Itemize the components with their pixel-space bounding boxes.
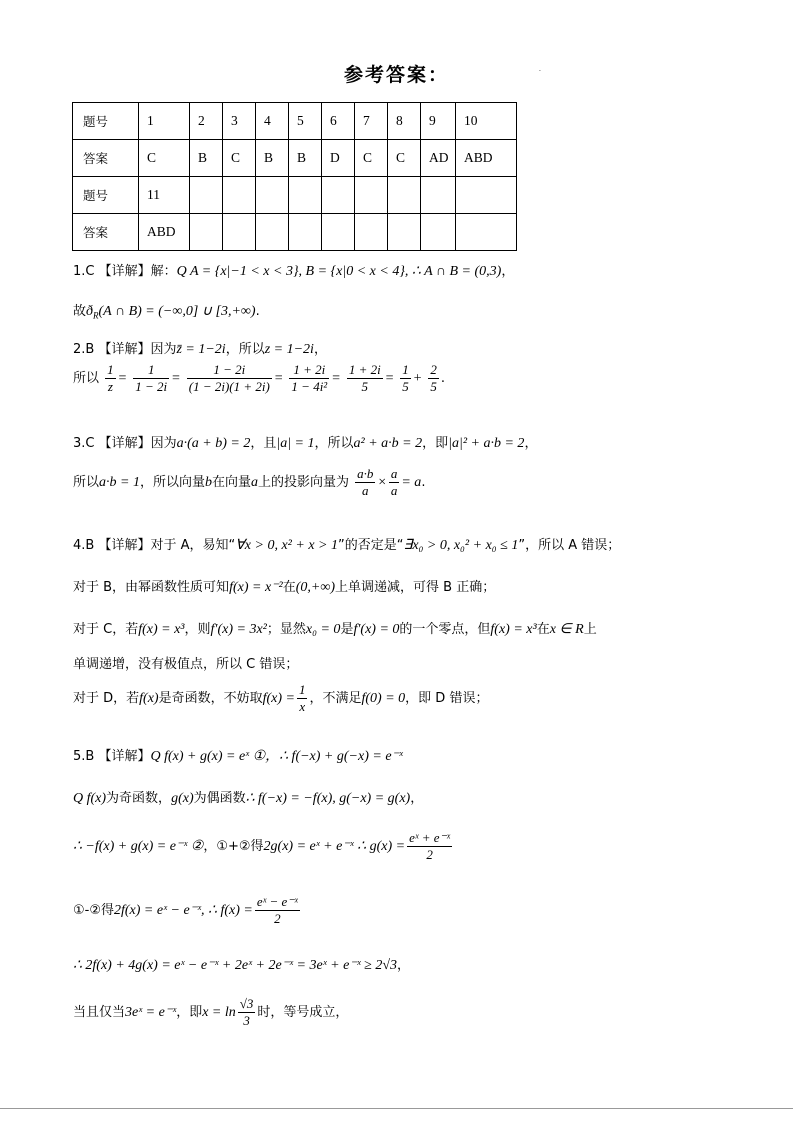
table-cell: AD — [421, 140, 456, 177]
math: f(x) = — [262, 691, 295, 706]
table-cell: 1 — [139, 103, 190, 140]
denominator: 1 − 4i² — [291, 379, 328, 394]
text: 为偶函数 — [193, 791, 246, 806]
denominator: (1 − 2i)(1 + 2i) — [188, 379, 270, 394]
text: . — [255, 304, 260, 319]
math: |a|² + a·b = 2 — [448, 436, 525, 451]
page-bottom-divider — [0, 1108, 793, 1109]
numerator: 1 — [133, 362, 169, 379]
math: ∴ 2f(x) + 4g(x) = eˣ − e⁻ˣ + 2eˣ + 2e⁻ˣ = 3eˣ + e⁻ˣ ≥ 2√3 — [73, 958, 398, 973]
math: |a| = 1 — [276, 436, 315, 451]
solution-3-line-1 — [73, 432, 537, 452]
fraction — [187, 362, 272, 395]
table-cell: 11 — [139, 177, 190, 214]
math: = a — [401, 475, 422, 490]
text: 故 — [73, 304, 87, 319]
fraction — [355, 466, 375, 499]
table-row — [73, 103, 517, 140]
table-cell: ABD — [139, 214, 190, 251]
table-cell — [355, 214, 388, 251]
numerator: 1 − 2i — [187, 362, 272, 379]
math: Q f(x) — [73, 791, 107, 806]
table-cell: C — [388, 140, 421, 177]
text: 在 — [282, 580, 296, 595]
numerator: 1 + 2i — [289, 362, 329, 379]
math: g(x) — [171, 791, 194, 806]
text: ”，所以 A 错误； — [518, 538, 621, 553]
math: ∀x > 0, x² + x > 1 — [235, 538, 338, 553]
fraction — [347, 362, 383, 395]
text: 单调递增，没有极值点，所以 C 错误； — [73, 657, 299, 672]
table-cell — [388, 214, 421, 251]
solution-5-line-5 — [73, 954, 410, 974]
table-cell: B — [256, 140, 289, 177]
table-cell — [456, 177, 517, 214]
text: 2.B 【详解】因为 — [73, 342, 177, 357]
text: ，不满足 — [309, 691, 362, 706]
numerator: 2 — [430, 362, 437, 377]
table-cell — [223, 177, 256, 214]
row-label: 题号 — [73, 103, 139, 140]
solution-5-line-6 — [73, 996, 348, 1029]
text: ， — [524, 436, 538, 451]
math: z = 1−2i — [264, 342, 314, 357]
math: = — [331, 371, 341, 386]
table-cell — [322, 177, 355, 214]
math: f(x) = x³ — [138, 622, 185, 637]
math: z̄ = 1−2i — [176, 342, 226, 357]
text: ，①+②得 — [203, 839, 264, 854]
table-cell: D — [322, 140, 355, 177]
math: a — [251, 475, 258, 490]
text: . — [440, 371, 446, 386]
solution-1-line-1 — [73, 260, 514, 280]
math: 3eˣ = e⁻ˣ — [125, 1005, 177, 1020]
table-cell: B — [289, 140, 322, 177]
text: 5.B 【详解】 — [73, 749, 151, 764]
table-cell: B — [190, 140, 223, 177]
math: x₀ = 0 — [305, 622, 341, 637]
denominator: x — [299, 699, 306, 714]
text: 对于 D，若 — [73, 691, 140, 706]
math: f′(x) = 3x² — [210, 622, 267, 637]
text: ， — [397, 958, 411, 973]
text: 是 — [340, 622, 354, 637]
solution-4-line-2 — [73, 576, 495, 596]
row-label: 答案 — [73, 140, 139, 177]
solution-4-line-5 — [73, 682, 488, 715]
text: ， — [410, 791, 424, 806]
table-row — [73, 140, 517, 177]
solution-4-line-3 — [73, 618, 597, 638]
table-cell — [322, 214, 355, 251]
table-cell — [421, 214, 456, 251]
fraction — [238, 996, 256, 1029]
text: 3.C 【详解】因为 — [73, 436, 177, 451]
text: ，则 — [184, 622, 211, 637]
text: ”的否定是“ — [337, 538, 404, 553]
text: ，且 — [250, 436, 277, 451]
math: f′(x) = 0 — [353, 622, 400, 637]
solution-2-line-2 — [73, 362, 445, 395]
solution-4-line-1 — [73, 534, 620, 554]
table-cell: 8 — [388, 103, 421, 140]
solution-4-line-4 — [73, 653, 298, 672]
text: ，所以向量 — [139, 475, 205, 490]
fraction — [289, 362, 329, 395]
numerator: 1 + 2i — [348, 362, 381, 377]
denominator: 5 — [430, 379, 437, 394]
text: 上单调递减，可得 B 正确； — [335, 580, 496, 595]
table-cell: 4 — [256, 103, 289, 140]
numerator: 1 — [402, 362, 409, 377]
math: = — [171, 371, 181, 386]
math: a² + a·b = 2 — [353, 436, 423, 451]
solution-3-line-2 — [73, 466, 425, 499]
text: 对于 B，由幂函数性质可知 — [73, 580, 230, 595]
table-row — [73, 214, 517, 251]
table-cell: C — [223, 140, 256, 177]
table-cell — [289, 177, 322, 214]
table-cell — [421, 177, 456, 214]
solution-2-line-1 — [73, 338, 327, 358]
text: ，所以 — [225, 342, 265, 357]
fraction — [400, 362, 411, 395]
denominator: 5 — [402, 379, 409, 394]
table-cell — [355, 177, 388, 214]
table-cell: 3 — [223, 103, 256, 140]
math: 2g(x) = eˣ + e⁻ˣ ∴ g(x) = — [263, 839, 406, 854]
text: ，所以 — [314, 436, 354, 451]
denominator: 5 — [361, 379, 368, 394]
text: . — [421, 475, 426, 490]
denominator: a — [362, 483, 369, 498]
numerator: eˣ − e⁻ˣ — [256, 894, 298, 909]
denominator: a — [390, 483, 398, 498]
answer-table — [72, 102, 517, 251]
solution-5-line-4 — [73, 894, 302, 927]
table-row — [73, 177, 517, 214]
text: 时，等号成立， — [257, 1005, 349, 1020]
table-cell — [256, 214, 289, 251]
math: Q f(x) + g(x) = eˣ ①，∴ f(−x) + g(−x) = e⁻ˣ — [150, 749, 403, 764]
fraction — [407, 830, 452, 863]
table-cell — [190, 214, 223, 251]
text: ①-②得 — [73, 903, 114, 918]
math: f(x) = x³ — [490, 622, 537, 637]
math: f(0) = 0 — [361, 691, 406, 706]
text: 4.B 【详解】对于 A，易知“ — [73, 538, 236, 553]
page-title: 参考答案： — [343, 64, 449, 86]
text: 为奇函数， — [106, 791, 172, 806]
numerator: 1 — [298, 682, 306, 697]
math: = — [273, 371, 284, 386]
text: ， — [501, 264, 515, 279]
fraction — [255, 894, 300, 927]
fraction — [133, 362, 169, 395]
denominator: z — [107, 379, 113, 394]
math: x ∈ R — [549, 622, 584, 637]
fraction — [297, 682, 308, 715]
text: 对于 C，若 — [73, 622, 139, 637]
table-cell — [388, 177, 421, 214]
math: a·b = 1 — [99, 475, 140, 490]
numerator: a·b — [357, 466, 374, 481]
math: 2f(x) = eˣ − e⁻ˣ, ∴ f(x) = — [114, 903, 253, 918]
math: ∃x₀ > 0, x₀² + x₀ ≤ 1 — [403, 538, 519, 553]
math: f(x) = x⁻² — [229, 580, 283, 595]
math-sub: R — [93, 310, 99, 321]
numerator: √3 — [239, 996, 254, 1011]
text: 在向量 — [211, 475, 251, 490]
text: ，即 D 错误； — [405, 691, 489, 706]
math: ∴ f(−x) = −f(x), g(−x) = g(x) — [245, 791, 411, 806]
solution-5-line-3 — [73, 830, 454, 863]
denominator: 2 — [274, 911, 281, 926]
math: (A ∩ B) = (−∞,0] ∪ [3,+∞) — [98, 304, 256, 319]
math: = — [117, 371, 128, 386]
fraction — [105, 362, 116, 395]
solution-5-line-2 — [73, 787, 423, 807]
table-cell: 2 — [190, 103, 223, 140]
math: = — [384, 371, 395, 386]
text: 是奇函数，不妨取 — [158, 691, 263, 706]
text: 在 — [536, 622, 550, 637]
text: 上 — [583, 622, 597, 637]
table-cell: C — [139, 140, 190, 177]
table-cell — [190, 177, 223, 214]
table-cell: ABD — [456, 140, 517, 177]
text: 1.C 【详解】解： — [73, 264, 177, 279]
table-cell — [223, 214, 256, 251]
math: a·(a + b) = 2 — [176, 436, 251, 451]
table-cell: 7 — [355, 103, 388, 140]
math: f(x) — [139, 691, 159, 706]
numerator: 1 — [107, 362, 114, 377]
math: (0,+∞) — [295, 580, 336, 595]
table-cell: 5 — [289, 103, 322, 140]
math: b — [204, 475, 212, 490]
math: Q A = {x|−1 < x < 3}, B = {x|0 < x < 4}, ∴ A ∩ B = (0,3) — [176, 264, 502, 279]
numerator: a — [390, 466, 398, 481]
fraction — [389, 466, 400, 499]
text: ，即 — [176, 1005, 203, 1020]
table-cell — [456, 214, 517, 251]
denominator: 3 — [243, 1013, 250, 1028]
dot-mark: . — [539, 66, 541, 73]
math: x = ln — [202, 1005, 236, 1020]
math: ∴ −f(x) + g(x) = e⁻ˣ ② — [73, 839, 204, 854]
denominator: 1 − 2i — [135, 379, 168, 394]
text: ；显然 — [266, 622, 306, 637]
row-label: 答案 — [73, 214, 139, 251]
table-cell: C — [355, 140, 388, 177]
table-cell — [289, 214, 322, 251]
table-cell: 6 — [322, 103, 355, 140]
text: 所以 — [73, 371, 100, 386]
text: 当且仅当 — [73, 1005, 126, 1020]
solution-5-line-1 — [73, 745, 403, 765]
fraction — [428, 362, 439, 395]
row-label: 题号 — [73, 177, 139, 214]
table-cell: 9 — [421, 103, 456, 140]
denominator: 2 — [426, 847, 433, 862]
table-cell: 10 — [456, 103, 517, 140]
text: ，即 — [422, 436, 449, 451]
text: 所以 — [73, 475, 100, 490]
text: 的一个零点，但 — [399, 622, 491, 637]
math: + — [412, 371, 423, 386]
math: × — [377, 475, 387, 490]
math: ð — [86, 304, 94, 319]
text: ， — [313, 342, 327, 357]
solution-1-line-2 — [73, 300, 260, 321]
text: 上的投影向量为 — [258, 475, 350, 490]
table-cell — [256, 177, 289, 214]
numerator: eˣ + e⁻ˣ — [409, 830, 451, 845]
